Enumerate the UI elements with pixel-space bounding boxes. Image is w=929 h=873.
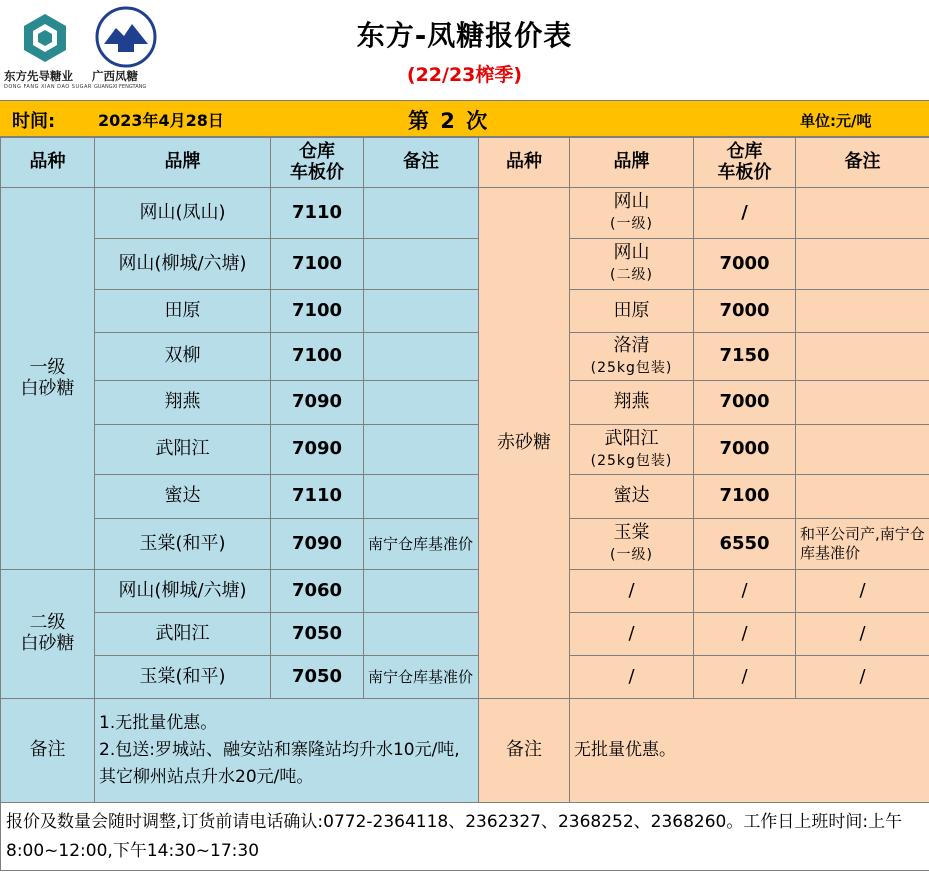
col-header-line: 车板价 xyxy=(290,161,344,183)
brand-line: 网山 xyxy=(613,242,650,264)
category-brown: 赤砂糖 xyxy=(479,188,570,699)
price-cell: 7000 xyxy=(694,381,796,425)
page-title: 东方-凤糖报价表 xyxy=(356,19,573,52)
note-cell xyxy=(364,475,479,519)
round-label: 第 2 次 xyxy=(408,109,490,133)
brand-cell: 玉棠(和平) xyxy=(95,656,271,699)
brand-cell: 翔燕 xyxy=(570,381,694,425)
price-cell: / xyxy=(694,570,796,613)
price-cell: 7090 xyxy=(271,519,364,570)
note-cell: / xyxy=(796,613,929,656)
brand-cell xyxy=(570,188,694,239)
logo-text-dongfang: 东方先导糖业 xyxy=(4,69,73,83)
brand-line: 洛清 xyxy=(613,334,650,356)
table-row xyxy=(1,519,929,570)
price-cell: / xyxy=(694,613,796,656)
brand-cell: 玉棠(和平) xyxy=(95,519,271,570)
brand-cell: 网山(凤山) xyxy=(95,188,271,239)
brand-sub: (二级) xyxy=(610,267,653,283)
remark-line: 2.包送:罗城站、融安站和寨隆站均升水10元/吨,其它柳州站点升水20元/吨。 xyxy=(99,739,460,788)
note-cell: 南宁仓库基准价 xyxy=(364,656,479,699)
date-value: 2023年4月28日 xyxy=(98,111,224,130)
price-cell: / xyxy=(694,656,796,699)
table-row xyxy=(1,425,929,475)
remarks-white xyxy=(95,699,479,803)
table-row xyxy=(1,570,929,613)
note-cell xyxy=(364,239,479,290)
price-cell: 7110 xyxy=(271,475,364,519)
brand-line: 玉棠 xyxy=(613,522,650,544)
brand-cell: 双柳 xyxy=(95,333,271,381)
category-white-2 xyxy=(1,570,95,699)
brand-sub: (25kg包装) xyxy=(590,359,673,376)
note-cell xyxy=(796,290,929,333)
brand-cell: 武阳江 xyxy=(95,425,271,475)
price-cell: 7090 xyxy=(271,381,364,425)
brand-cell: / xyxy=(570,570,694,613)
brand-cell xyxy=(570,425,694,475)
logo-subtext-dongfang: DONG FANG XIAN DAO SUGAR xyxy=(4,84,92,90)
price-cell: 7110 xyxy=(271,188,364,239)
brand-cell xyxy=(570,239,694,290)
col-header: 品牌 xyxy=(95,138,271,188)
note-cell xyxy=(364,613,479,656)
price-cell: 7090 xyxy=(271,425,364,475)
remarks-row xyxy=(1,699,929,803)
brand-cell: 蜜达 xyxy=(95,475,271,519)
category-white-1 xyxy=(1,188,95,570)
col-header: 品种 xyxy=(479,138,570,188)
info-bar xyxy=(0,100,929,137)
note-cell xyxy=(364,290,479,333)
price-cell: 7100 xyxy=(271,239,364,290)
note-cell xyxy=(364,381,479,425)
logo-subtext-guangxi: GUANGXI FENGTANG xyxy=(94,84,147,90)
price-cell: / xyxy=(694,188,796,239)
price-cell: 7100 xyxy=(694,475,796,519)
remarks-label: 备注 xyxy=(1,699,95,803)
note-cell xyxy=(364,188,479,239)
table-row xyxy=(1,188,929,239)
col-header xyxy=(271,138,364,188)
note-cell: / xyxy=(796,656,929,699)
brand-cell: 田原 xyxy=(95,290,271,333)
table-row xyxy=(1,613,929,656)
brand-cell: 网山(柳城/六塘) xyxy=(95,570,271,613)
footer-notice: 报价及数量会随时调整,订货前请电话确认:0772-2364118、2362327、2368252、2368260。工作日上班时间:上午8:00~12:00,下午14:30~17:30 xyxy=(1,803,929,871)
brand-cell: 蜜达 xyxy=(570,475,694,519)
table-row xyxy=(1,475,929,519)
logo-text-guangxi: 广西凤糖 xyxy=(92,69,138,83)
col-header: 备注 xyxy=(364,138,479,188)
price-cell: 7060 xyxy=(271,570,364,613)
brand-cell xyxy=(570,519,694,570)
note-cell: / xyxy=(796,570,929,613)
note-cell xyxy=(796,239,929,290)
price-cell: 7000 xyxy=(694,290,796,333)
table-header-row xyxy=(1,138,929,188)
brand-cell: / xyxy=(570,656,694,699)
table-row xyxy=(1,656,929,699)
brand-sub: (25kg包装) xyxy=(590,452,673,469)
note-cell xyxy=(364,570,479,613)
note-cell xyxy=(796,333,929,381)
category-line: 一级 xyxy=(29,356,66,378)
remarks-brown: 无批量优惠。 xyxy=(570,699,929,803)
col-header xyxy=(694,138,796,188)
price-cell: 7050 xyxy=(271,656,364,699)
brand-cell: 网山(柳城/六塘) xyxy=(95,239,271,290)
unit-label: 单位:元/吨 xyxy=(800,112,872,130)
brand-cell xyxy=(570,333,694,381)
brand-line: 网山 xyxy=(613,191,650,213)
header xyxy=(0,0,929,100)
price-table xyxy=(0,137,929,871)
brand-cell: 武阳江 xyxy=(95,613,271,656)
price-cell: 7150 xyxy=(694,333,796,381)
price-cell: 7100 xyxy=(271,333,364,381)
price-cell: 7100 xyxy=(271,290,364,333)
footer-row xyxy=(1,803,929,871)
col-header: 品牌 xyxy=(570,138,694,188)
note-cell xyxy=(796,188,929,239)
col-header: 备注 xyxy=(796,138,929,188)
note-cell xyxy=(796,381,929,425)
table-row xyxy=(1,239,929,290)
remark-line: 1.无批量优惠。 xyxy=(99,712,218,733)
category-line: 二级 xyxy=(29,612,66,634)
brand-cell: 田原 xyxy=(570,290,694,333)
category-line: 白砂糖 xyxy=(20,633,75,654)
brand-cell: 翔燕 xyxy=(95,381,271,425)
price-cell: 7000 xyxy=(694,425,796,475)
season-subtitle: (22/23榨季) xyxy=(406,64,523,86)
brand-sub: (一级) xyxy=(610,547,653,563)
note-cell xyxy=(364,425,479,475)
brand-sub: (一级) xyxy=(610,216,653,232)
price-cell: 6550 xyxy=(694,519,796,570)
price-cell: 7000 xyxy=(694,239,796,290)
note-cell xyxy=(364,333,479,381)
table-row xyxy=(1,333,929,381)
note-cell xyxy=(796,425,929,475)
category-line: 白砂糖 xyxy=(20,377,75,399)
table-row xyxy=(1,381,929,425)
col-header-line: 仓库 xyxy=(726,140,763,162)
time-label: 时间: xyxy=(12,111,56,132)
col-header-line: 车板价 xyxy=(717,161,772,183)
note-cell xyxy=(796,475,929,519)
table-row xyxy=(1,290,929,333)
note-cell: 南宁仓库基准价 xyxy=(364,519,479,570)
price-cell: 7050 xyxy=(271,613,364,656)
note-cell: 和平公司产,南宁仓库基准价 xyxy=(796,519,929,570)
brand-line: 武阳江 xyxy=(604,427,659,449)
col-header: 品种 xyxy=(1,138,95,188)
remarks-label: 备注 xyxy=(479,699,570,803)
brand-cell: / xyxy=(570,613,694,656)
col-header-line: 仓库 xyxy=(299,140,335,162)
